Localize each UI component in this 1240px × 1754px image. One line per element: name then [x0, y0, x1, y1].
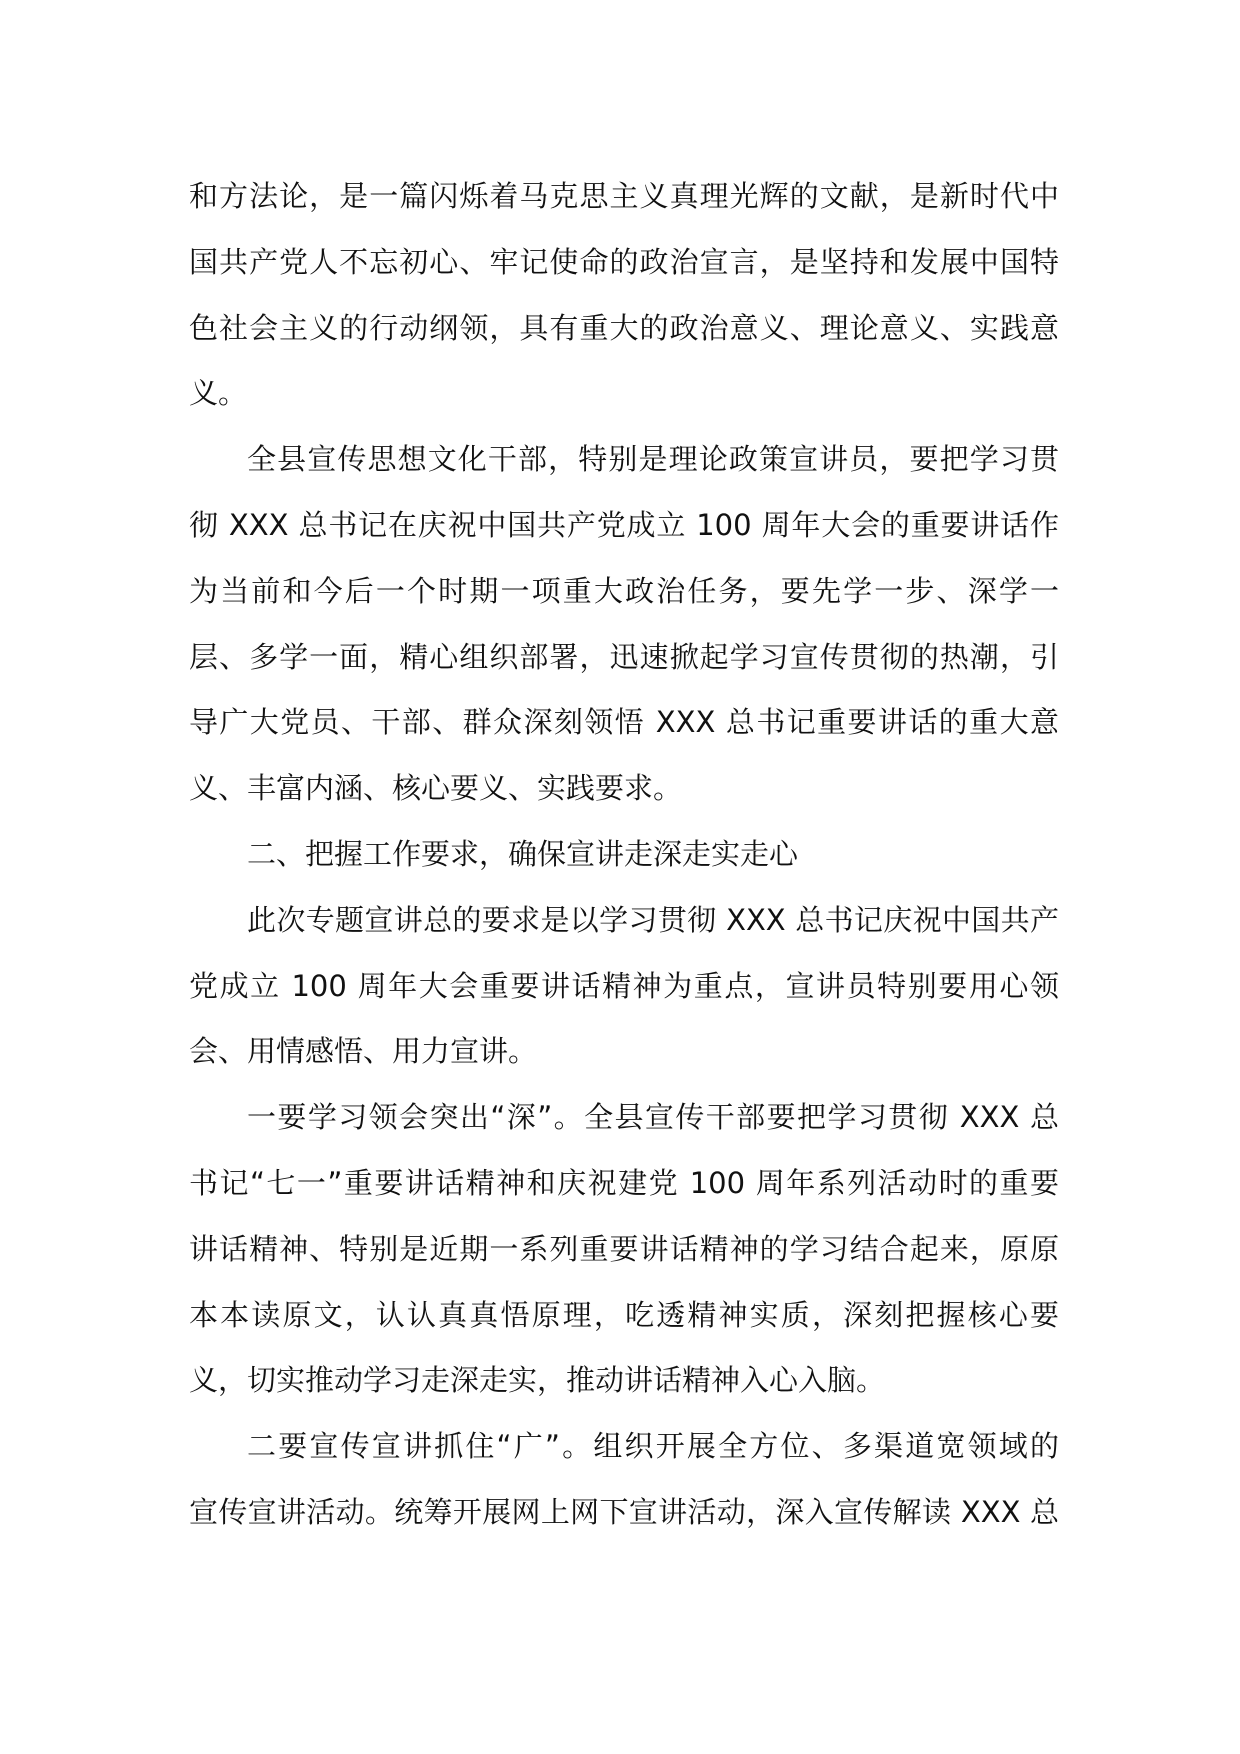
text-line: 国共产党人不忘初心、牢记使命的政治宣言，是坚持和发展中国特 — [189, 244, 1059, 279]
text-line: 书记“七一”重要讲话精神和庆祝建党 100 周年系列活动时的重要 — [189, 1165, 1059, 1200]
text-line: 彻 XXX 总书记在庆祝中国共产党成立 100 周年大会的重要讲话作 — [189, 507, 1059, 542]
text-line: 本本读原文，认认真真悟原理，吃透精神实质，深刻把握核心要 — [189, 1297, 1059, 1332]
text-line: 导广大党员、干部、群众深刻领悟 XXX 总书记重要讲话的重大意 — [189, 705, 1059, 740]
text-line: 和方法论，是一篇闪烁着马克思主义真理光辉的文献，是新时代中 — [189, 179, 1059, 213]
text-line: 会、用情感悟、用力宣讲。 — [189, 1034, 538, 1069]
section-heading: 二、把握工作要求，确保宣讲走深走实走心 — [247, 836, 799, 871]
text-line: 层、多学一面，精心组织部署，迅速掀起学习宣传贯彻的热潮，引 — [189, 639, 1059, 674]
text-line: 二要宣传宣讲抓住“广”。组织开展全方位、多渠道宽领域的 — [247, 1429, 1059, 1464]
document-body — [189, 164, 1059, 1546]
text-line: 讲话精神、特别是近期一系列重要讲话精神的学习结合起来，原原 — [189, 1231, 1059, 1266]
text-line: 义，切实推动学习走深走实，推动讲话精神入心入脑。 — [189, 1363, 886, 1398]
text-line: 为当前和今后一个时期一项重大政治任务，要先学一步、深学一 — [189, 573, 1059, 608]
text-line: 全县宣传思想文化干部，特别是理论政策宣讲员，要把学习贯 — [247, 442, 1059, 477]
text-line: 义。 — [189, 376, 248, 411]
text-line: 宣传宣讲活动。统筹开展网上网下宣讲活动，深入宣传解读 XXX 总 — [189, 1494, 1059, 1529]
text-line: 此次专题宣讲总的要求是以学习贯彻 XXX 总书记庆祝中国共产 — [247, 902, 1059, 937]
text-line: 党成立 100 周年大会重要讲话精神为重点，宣讲员特别要用心领 — [189, 968, 1059, 1003]
text-line: 义、丰富内涵、核心要义、实践要求。 — [189, 771, 683, 806]
text-line: 色社会主义的行动纲领，具有重大的政治意义、理论意义、实践意 — [189, 310, 1059, 345]
text-line: 一要学习领会突出“深”。全县宣传干部要把学习贯彻 XXX 总 — [247, 1100, 1059, 1135]
